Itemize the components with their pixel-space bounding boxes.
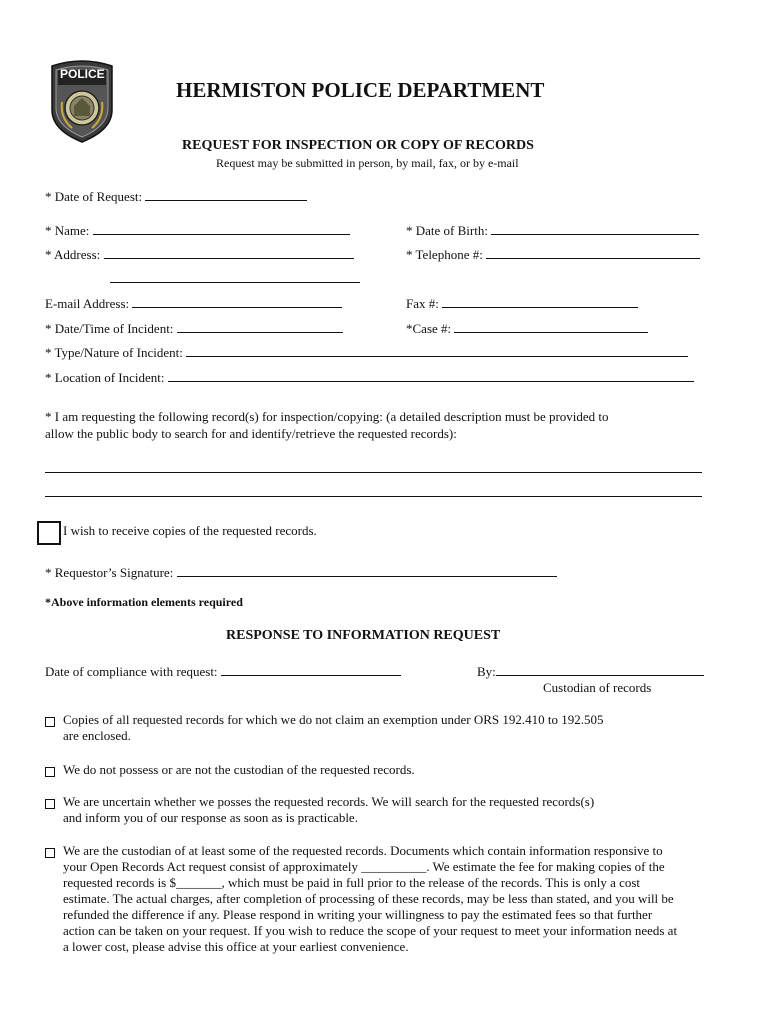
incident-datetime-line[interactable] xyxy=(177,320,343,333)
copies-checkbox-label: I wish to receive copies of the requested records. xyxy=(63,523,317,538)
telephone-label: * Telephone #: xyxy=(406,247,483,262)
location-line[interactable] xyxy=(168,369,694,382)
request-text-line-2: allow the public body to search for and identify/retrieve the requested records): xyxy=(45,426,457,441)
date-of-birth-field[interactable] xyxy=(406,222,699,239)
signature-field[interactable] xyxy=(45,564,557,581)
compliance-date-line[interactable] xyxy=(221,663,401,676)
copies-checkbox[interactable] xyxy=(37,521,61,545)
signature-line[interactable] xyxy=(177,564,557,577)
compliance-date-field[interactable] xyxy=(45,663,401,680)
name-label: * Name: xyxy=(45,223,90,238)
required-note: *Above information elements required xyxy=(45,595,243,609)
request-description-line-1[interactable] xyxy=(45,472,702,473)
telephone-line[interactable] xyxy=(486,246,700,259)
date-of-request-field[interactable] xyxy=(45,188,307,205)
location-field[interactable] xyxy=(45,369,694,386)
form-title: REQUEST FOR INSPECTION OR COPY OF RECORDS xyxy=(182,138,534,153)
option-custodian-checkbox[interactable] xyxy=(45,848,55,858)
name-line[interactable] xyxy=(93,222,350,235)
fax-field[interactable] xyxy=(406,295,638,312)
option-custodian-text: We are the custodian of at least some of the requested records. Documents which contain information responsive to your Open Records Act request consist of approximately __________. We estimate the fee for making copies of the requested records is $_______, which must be paid in full prior to the release of the records. This is only a cost estimate. The actual charges, after completion of processing of these records, may be less than stated, and you will be refunded the difference if any. Please respond in writing your willingness to pay the estimated fees so that further action can be taken on your request. If you wish to reduce the scope of your request to meet your information needs at a lower cost, please advise this office at your earliest convenience. xyxy=(63,843,678,954)
date-of-request-label: * Date of Request: xyxy=(45,189,143,204)
address-field[interactable] xyxy=(45,246,354,263)
case-label: *Case #: xyxy=(406,321,452,336)
compliance-date-label: Date of compliance with request: xyxy=(45,664,218,679)
custodian-label: Custodian of records xyxy=(543,680,652,695)
incident-datetime-field[interactable] xyxy=(45,320,343,337)
address-line[interactable] xyxy=(104,246,354,259)
incident-datetime-label: * Date/Time of Incident: xyxy=(45,321,174,336)
signature-label: * Requestor’s Signature: xyxy=(45,565,174,580)
by-label: By: xyxy=(477,664,496,679)
option-enclosed-text: Copies of all requested records for which we do not claim an exemption under ORS 192.410 to 192.505 are enclosed. xyxy=(63,712,604,743)
telephone-field[interactable] xyxy=(406,246,700,263)
fax-label: Fax #: xyxy=(406,296,439,311)
option-enclosed-checkbox[interactable] xyxy=(45,717,55,727)
type-nature-field[interactable] xyxy=(45,344,688,361)
by-line[interactable] xyxy=(496,663,704,676)
option-uncertain-text: We are uncertain whether we posses the requested records. We will search for the requested records(s) and inform you of our response as soon as is practicable. xyxy=(63,794,595,825)
date-of-birth-label: * Date of Birth: xyxy=(406,223,488,238)
request-text-line-1: * I am requesting the following record(s) for inspection/copying: (a detailed description must be provided to xyxy=(45,409,609,424)
location-label: * Location of Incident: xyxy=(45,370,165,385)
police-badge-logo xyxy=(48,58,116,144)
case-line[interactable] xyxy=(454,320,648,333)
date-of-request-line[interactable] xyxy=(145,188,307,201)
name-field[interactable] xyxy=(45,222,350,239)
address-label: * Address: xyxy=(45,247,101,262)
type-nature-label: * Type/Nature of Incident: xyxy=(45,345,183,360)
option-not-custodian-text: We do not possess or are not the custodian of the requested records. xyxy=(63,762,415,777)
case-field[interactable] xyxy=(406,320,648,337)
request-description-line-2[interactable] xyxy=(45,496,702,497)
response-title: RESPONSE TO INFORMATION REQUEST xyxy=(226,628,501,643)
form-subtitle: Request may be submitted in person, by mail, fax, or by e-mail xyxy=(216,156,519,170)
department-title: HERMISTON POLICE DEPARTMENT xyxy=(176,78,545,102)
option-uncertain-checkbox[interactable] xyxy=(45,799,55,809)
badge-text: POLICE xyxy=(60,67,105,81)
option-not-custodian-checkbox[interactable] xyxy=(45,767,55,777)
email-label: E-mail Address: xyxy=(45,296,130,311)
by-field[interactable] xyxy=(477,663,704,680)
email-field[interactable] xyxy=(45,295,342,312)
address-line-2[interactable] xyxy=(110,282,360,283)
type-nature-line[interactable] xyxy=(186,344,688,357)
email-line[interactable] xyxy=(132,295,342,308)
fax-line[interactable] xyxy=(442,295,638,308)
date-of-birth-line[interactable] xyxy=(491,222,699,235)
